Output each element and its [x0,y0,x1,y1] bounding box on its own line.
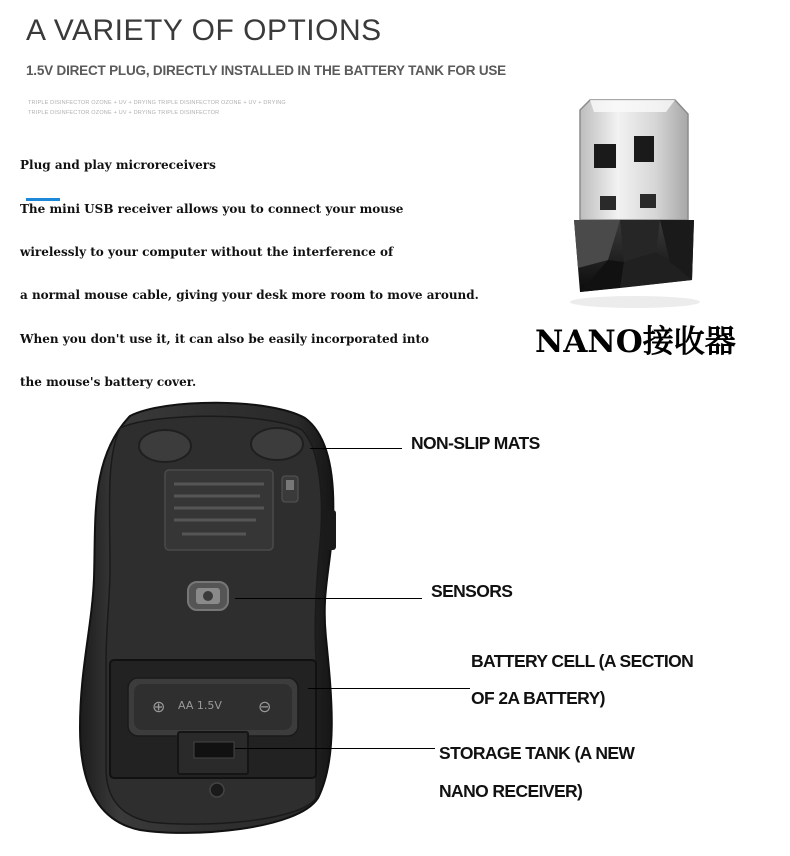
description-line: wirelessly to your computer without the interference of [20,245,394,259]
callout-line-sensors [235,598,422,599]
callout-storage-tank-cont: NANO RECEIVER) [439,781,583,801]
receiver-label: NANO接收器 [535,324,736,360]
accent-bar [26,198,60,201]
mouse-bottom-image [70,398,350,840]
callout-line-storage [235,748,435,749]
callout-battery-cell-cont: OF 2A BATTERY) [471,688,605,708]
description-line: the mouse's battery cover. [20,375,197,389]
callout-line-battery [308,688,470,689]
callout-line-non-slip [310,448,402,449]
description-line: a normal mouse cable, giving your desk more room to move around. [20,288,479,302]
callout-battery-cell: BATTERY CELL (A SECTION [471,651,694,671]
battery-minus-sign: ⊖ [258,697,272,716]
page-subtitle: 1.5V DIRECT PLUG, DIRECTLY INSTALLED IN THE BATTERY TANK FOR USE [26,63,506,78]
page-title: A VARIETY OF OPTIONS [26,14,382,47]
battery-marking: AA 1.5V [178,699,222,712]
fine-print-line-2: TRIPLE DISINFECTOR OZONE + UV + DRYING TRIPLE DISINFECTOR [28,110,220,116]
battery-plus-sign: ⊕ [152,697,166,716]
fine-print-line-1: TRIPLE DISINFECTOR OZONE + UV + DRYING TRIPLE DISINFECTOR OZONE + UV + DRYING [28,100,286,106]
callout-storage-tank: STORAGE TANK (A NEW [439,743,635,763]
callout-sensors: SENSORS [431,581,513,601]
description-line: When you don't use it, it can also be easily incorporated into [20,332,430,346]
description-heading: Plug and play microreceivers [20,158,216,172]
usb-receiver-image [560,92,710,317]
description-line: The mini USB receiver allows you to connect your mouse [20,202,404,216]
callout-non-slip-mats: NON-SLIP MATS [411,433,540,453]
